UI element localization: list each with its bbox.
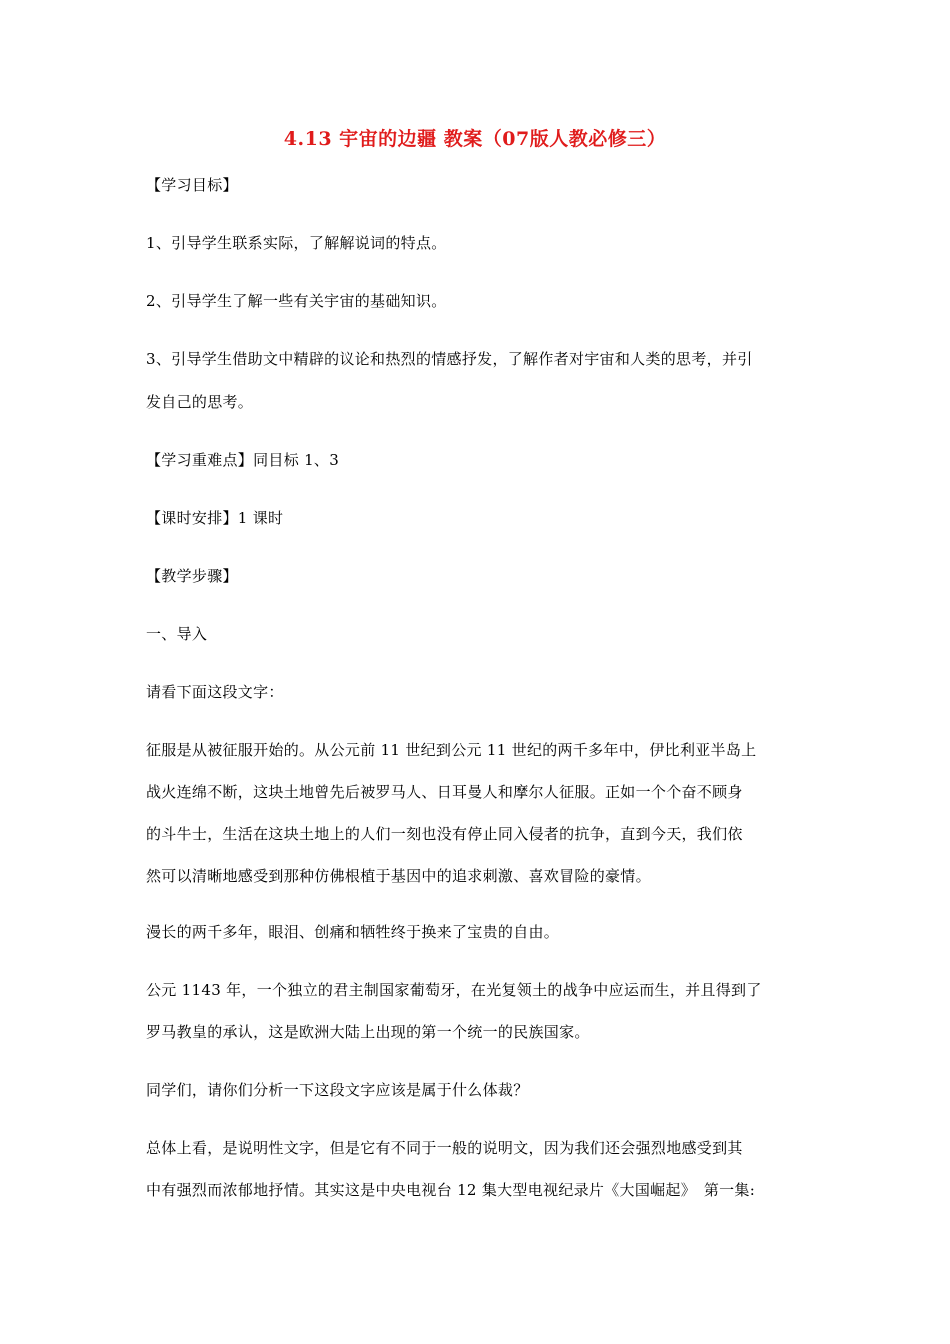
- answer-paragraph-line-1: 总体上看，是说明性文字，但是它有不同于一般的说明文，因为我们还会强烈地感受到其: [146, 1139, 743, 1157]
- quote-paragraph-1-line-3: 的斗牛士，生活在这块土地上的人们一刻也没有停止同入侵者的抗争，直到今天，我们依: [146, 825, 743, 843]
- objective-1: 1、引导学生联系实际，了解解说词的特点。: [146, 234, 447, 252]
- document-title: 4.13 宇宙的边疆 教案（07版人教必修三）: [283, 128, 667, 150]
- step-1-heading: 一、导入: [146, 625, 208, 643]
- quote-paragraph-1-line-4: 然可以清晰地感受到那种仿佛根植于基因中的追求刺激、喜欢冒险的豪情。: [146, 867, 651, 885]
- quote-paragraph-2: 漫长的两千多年，眼泪、创痛和牺牲终于换来了宝贵的自由。: [146, 923, 560, 941]
- section-heading-key-points: 【学习重难点】同目标 1、3: [146, 451, 340, 469]
- quote-paragraph-3-line-2: 罗马教皇的承认，这是欧洲大陆上出现的第一个统一的民族国家。: [146, 1023, 590, 1041]
- section-heading-steps: 【教学步骤】: [146, 567, 238, 585]
- section-heading-schedule: 【课时安排】1 课时: [146, 509, 284, 527]
- quote-paragraph-1-line-2: 战火连绵不断，这块土地曾先后被罗马人、日耳曼人和摩尔人征服。正如一个个奋不顾身: [146, 783, 743, 801]
- answer-paragraph-line-2: 中有强烈而浓郁地抒情。其实这是中央电视台 12 集大型电视纪录片《大国崛起》 第一集:: [146, 1181, 756, 1199]
- objective-3-line-1: 3、引导学生借助文中精辟的议论和热烈的情感抒发，了解作者对宇宙和人类的思考，并引: [146, 350, 753, 368]
- intro-text: 请看下面这段文字：: [146, 683, 284, 701]
- objective-2: 2、引导学生了解一些有关宇宙的基础知识。: [146, 292, 447, 310]
- quote-paragraph-3-line-1: 公元 1143 年，一个独立的君主制国家葡萄牙，在光复领土的战争中应运而生，并且得到了: [146, 981, 762, 999]
- question-paragraph: 同学们，请你们分析一下这段文字应该是属于什么体裁？: [146, 1081, 529, 1099]
- quote-paragraph-1-line-1: 征服是从被征服开始的。从公元前 11 世纪到公元 11 世纪的两千多年中，伊比利亚半岛上: [146, 741, 757, 759]
- objective-3-line-2: 发自己的思考。: [146, 393, 254, 411]
- section-heading-objectives: 【学习目标】: [146, 176, 238, 194]
